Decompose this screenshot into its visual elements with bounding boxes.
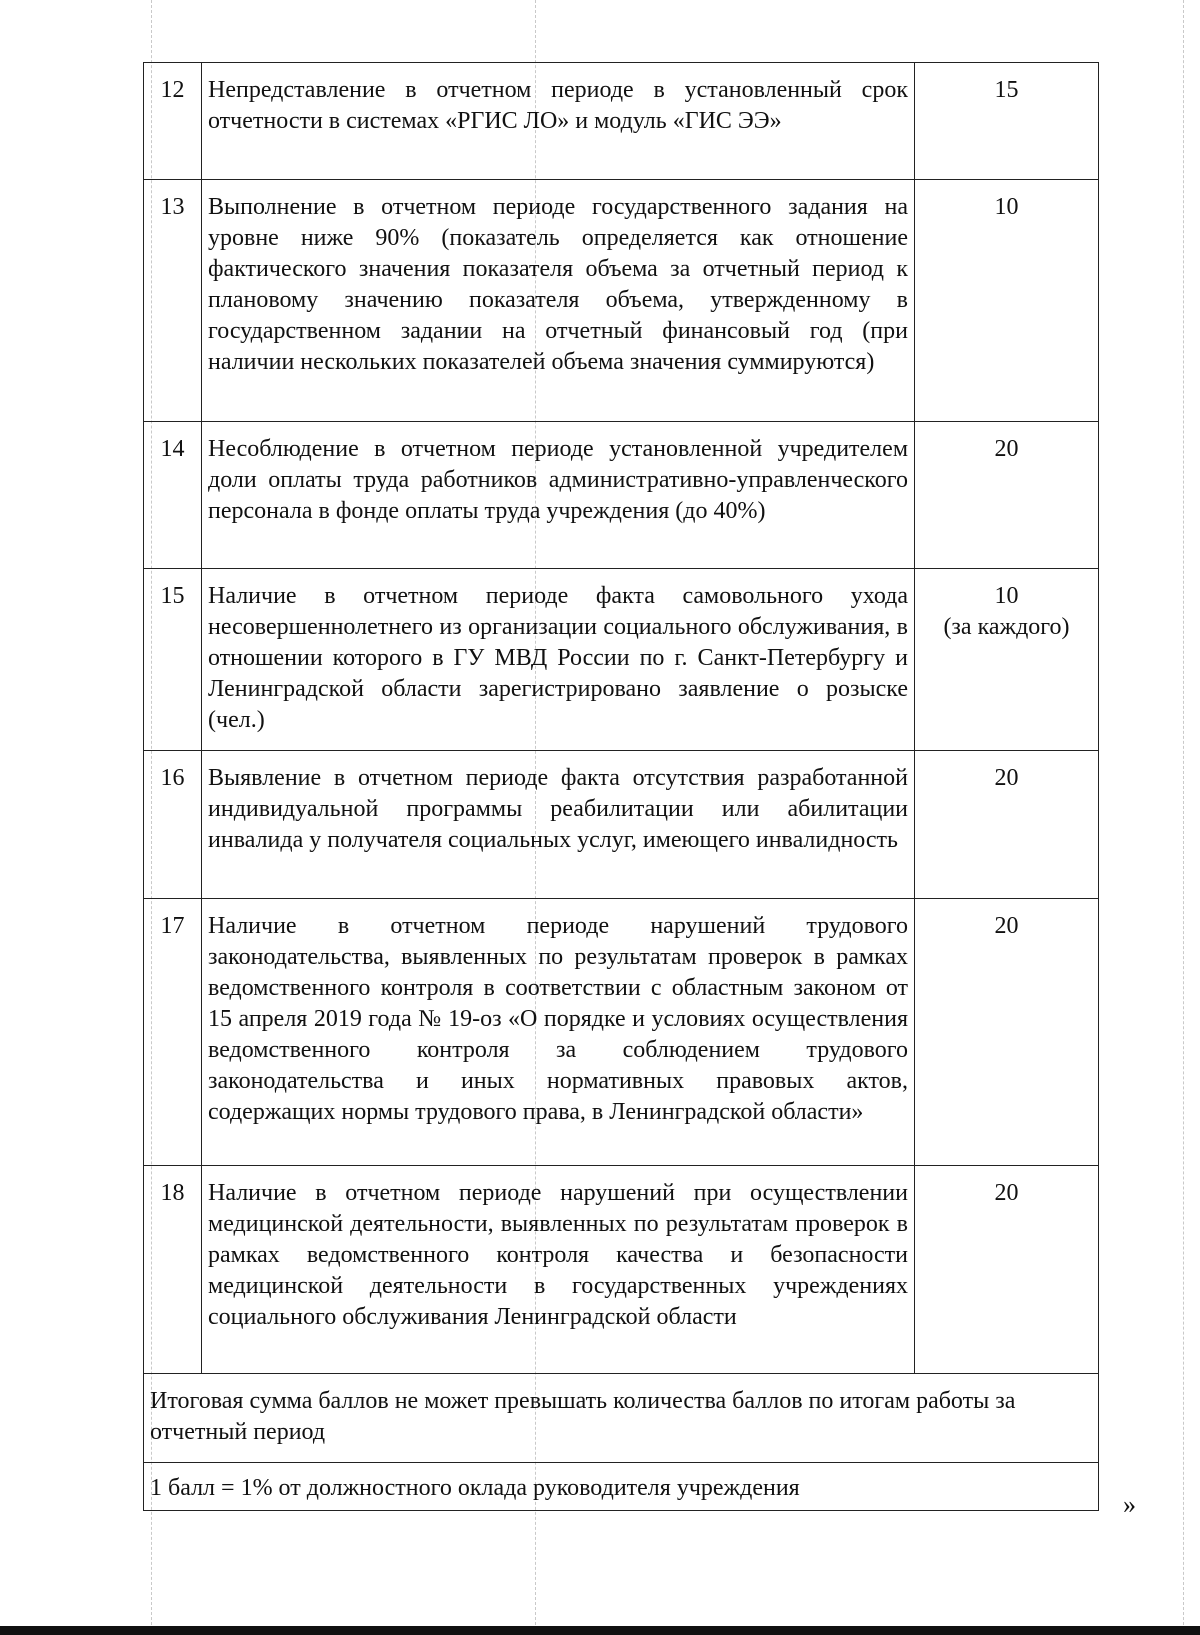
row-score <box>915 899 1099 1166</box>
table-row <box>144 899 1099 1166</box>
table-row-total-note <box>144 1374 1099 1463</box>
total-note: Итоговая сумма баллов не может превышать количества баллов по итогам работы за отчетный период <box>144 1374 1099 1463</box>
table-row <box>144 180 1099 422</box>
table-row <box>144 751 1099 899</box>
score-value: 20 <box>994 765 1019 791</box>
row-number: 17 <box>144 899 202 1166</box>
row-score <box>915 1166 1099 1374</box>
score-value: 20 <box>994 1180 1019 1206</box>
table-row <box>144 569 1099 751</box>
score-value: 20 <box>994 913 1019 939</box>
unit-note: 1 балл = 1% от должностного оклада руководителя учреждения <box>144 1463 1099 1511</box>
score-value: 20 <box>994 436 1019 462</box>
row-score <box>915 63 1099 180</box>
scan-bottom-edge <box>0 1626 1200 1635</box>
row-number: 12 <box>144 63 202 180</box>
score-value: 10 <box>994 583 1019 609</box>
table-row <box>144 1166 1099 1374</box>
row-score <box>915 751 1099 899</box>
score-value: 10 <box>994 194 1019 220</box>
criteria-table <box>143 62 1099 1511</box>
row-number: 13 <box>144 180 202 422</box>
row-number: 14 <box>144 422 202 569</box>
row-score <box>915 422 1099 569</box>
row-number: 15 <box>144 569 202 751</box>
row-description: Выполнение в отчетном периоде государственного задания на уровне ниже 90% (показатель определяется как отношение фактического значения показателя объема за отчетный период к плановому значению показателя объема, утвержденному в государственном задании на отчетный финансовый год (при наличии нескольких показателей объема значения суммируются) <box>202 180 915 422</box>
table-row <box>144 422 1099 569</box>
row-description: Непредставление в отчетном периоде в установленный срок отчетности в системах «РГИС ЛО» и модуль «ГИС ЭЭ» <box>202 63 915 180</box>
score-value: 15 <box>994 77 1019 103</box>
row-description: Несоблюдение в отчетном периоде установленной учредителем доли оплаты труда работников административно-управленческого персонала в фонде оплаты труда учреждения (до 40%) <box>202 422 915 569</box>
row-number: 18 <box>144 1166 202 1374</box>
table-row <box>144 63 1099 180</box>
row-description: Выявление в отчетном периоде факта отсутствия разработанной индивидуальной программы реабилитации или абилитации инвалида у получателя социальных услуг, имеющего инвалидность <box>202 751 915 899</box>
row-description: Наличие в отчетном периоде нарушений при осуществлении медицинской деятельности, выявленных по результатам проверок в рамках ведомственного контроля качества и безопасности медицинской деятельности в государственных учреждениях социального обслуживания Ленинградской области <box>202 1166 915 1374</box>
row-description: Наличие в отчетном периоде нарушений трудового законодательства, выявленных по результатам проверок в рамках ведомственного контроля в соответствии с областным законом от 15 апреля 2019 года № 19-оз «О порядке и условиях осуществления ведомственного контроля за соблюдением трудового законодательства и иных нормативных правовых актов, содержащих нормы трудового права, в Ленинградской области» <box>202 899 915 1166</box>
table-row-unit-note <box>144 1463 1099 1511</box>
row-score <box>915 180 1099 422</box>
row-number: 16 <box>144 751 202 899</box>
scan-artifact-line <box>1183 0 1184 1635</box>
row-description: Наличие в отчетном периоде факта самовольного ухода несовершеннолетнего из организации социального обслуживания, в отношении которого в ГУ МВД России по г. Санкт-Петербургу и Ленинградской области зарегистрировано заявление о розыске (чел.) <box>202 569 915 751</box>
score-note: (за каждого) <box>943 614 1070 640</box>
row-score <box>915 569 1099 751</box>
closing-quote: » <box>1123 1490 1136 1519</box>
